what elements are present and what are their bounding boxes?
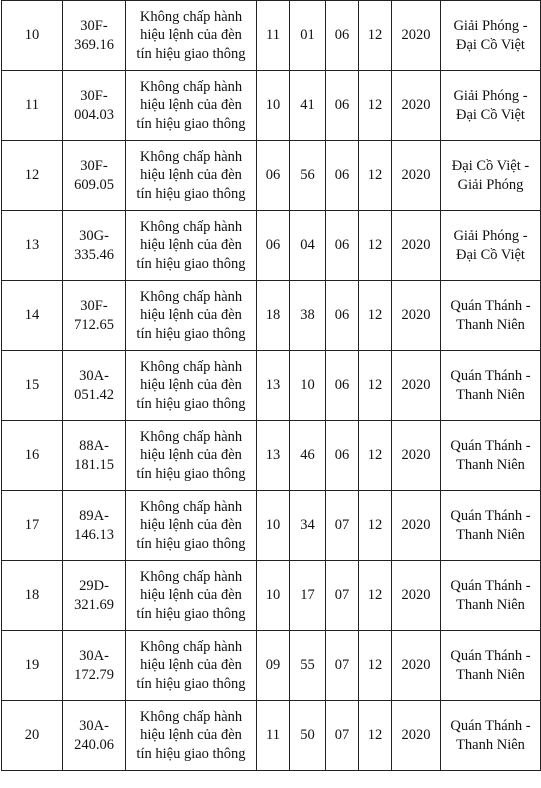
row-number: 18 [2,561,63,631]
text-line: tín hiệu giao thông [136,325,246,342]
violation-day: 06 [326,351,359,421]
license-plate [63,491,126,561]
violation-minute: 55 [290,631,326,701]
text-line: hiệu lệnh của đèn [140,657,242,674]
text-line: Quán Thánh - [450,508,531,524]
license-plate [63,631,126,701]
violation-day: 07 [326,631,359,701]
violation-location [441,491,541,561]
violation-hour: 11 [257,701,290,771]
row-number: 19 [2,631,63,701]
text-line: 30A- [79,648,109,664]
text-line: 30F- [80,18,108,34]
text-line: Đại Cồ Việt [456,106,525,123]
violation-minute: 46 [290,421,326,491]
violation-location [441,631,541,701]
text-line: hiệu lệnh của đèn [140,587,242,604]
text-line: 181.15 [74,456,114,473]
table-row [2,71,541,141]
license-plate [63,421,126,491]
license-plate [63,351,126,421]
violation-description [126,561,257,631]
violation-year: 2020 [392,561,441,631]
text-line: Không chấp hành [139,148,243,165]
license-plate [63,1,126,71]
row-number: 16 [2,421,63,491]
violation-year: 2020 [392,71,441,141]
license-plate [63,561,126,631]
license-plate [63,71,126,141]
violation-hour: 06 [257,141,290,211]
text-line: 051.42 [74,386,114,403]
row-number: 17 [2,491,63,561]
violation-location [441,421,541,491]
violation-minute: 38 [290,281,326,351]
text-line: 88A- [79,438,109,454]
text-line: Giải Phóng - [453,88,528,104]
text-line: Đại Cồ Việt [456,36,525,53]
text-line: Không chấp hành [139,568,243,585]
text-line: Không chấp hành [139,78,243,95]
violation-hour: 13 [257,421,290,491]
violation-description [126,351,257,421]
text-line: Không chấp hành [139,498,243,515]
violation-location [441,561,541,631]
violation-day: 06 [326,71,359,141]
violation-hour: 10 [257,491,290,561]
table-row [2,141,541,211]
text-line: 712.65 [74,316,114,333]
violation-minute: 41 [290,71,326,141]
violation-description [126,1,257,71]
violation-day: 06 [326,141,359,211]
violation-location [441,351,541,421]
table-row [2,281,541,351]
text-line: Giải Phóng - [453,228,528,244]
violation-minute: 34 [290,491,326,561]
violation-location [441,1,541,71]
violation-minute: 17 [290,561,326,631]
table-row [2,491,541,561]
text-line: Quán Thánh - [450,368,531,384]
row-number: 14 [2,281,63,351]
text-line: tín hiệu giao thông [136,745,246,762]
text-line: 30G- [79,228,109,244]
table-row [2,421,541,491]
violation-year: 2020 [392,281,441,351]
text-line: tín hiệu giao thông [136,675,246,692]
table-row [2,631,541,701]
violation-year: 2020 [392,491,441,561]
violation-day: 06 [326,421,359,491]
text-line: hiệu lệnh của đèn [140,307,242,324]
violation-hour: 13 [257,351,290,421]
text-line: tín hiệu giao thông [136,185,246,202]
text-line: Đại Cồ Việt [456,246,525,263]
text-line: Quán Thánh - [450,438,531,454]
text-line: Quán Thánh - [450,298,531,314]
text-line: tín hiệu giao thông [136,45,246,62]
row-number: 11 [2,71,63,141]
text-line: tín hiệu giao thông [136,605,246,622]
violation-minute: 50 [290,701,326,771]
row-number: 10 [2,1,63,71]
violation-hour: 10 [257,71,290,141]
text-line: 146.13 [74,526,114,543]
violation-day: 06 [326,211,359,281]
violation-minute: 04 [290,211,326,281]
violation-hour: 06 [257,211,290,281]
violation-month: 12 [359,701,392,771]
violation-year: 2020 [392,141,441,211]
text-line: tín hiệu giao thông [136,465,246,482]
row-number: 15 [2,351,63,421]
table-row [2,561,541,631]
violation-minute: 10 [290,351,326,421]
table-row [2,701,541,771]
text-line: Thanh Niên [456,386,525,403]
license-plate [63,211,126,281]
violation-minute: 56 [290,141,326,211]
text-line: Quán Thánh - [450,648,531,664]
violation-location [441,701,541,771]
violation-day: 07 [326,701,359,771]
text-line: Không chấp hành [139,288,243,305]
violation-location [441,211,541,281]
text-line: Không chấp hành [139,638,243,655]
license-plate [63,701,126,771]
row-number: 12 [2,141,63,211]
text-line: Quán Thánh - [450,718,531,734]
text-line: 89A- [79,508,109,524]
violation-month: 12 [359,281,392,351]
text-line: 004.03 [74,106,114,123]
violation-description [126,141,257,211]
violation-month: 12 [359,71,392,141]
violation-month: 12 [359,631,392,701]
text-line: 609.05 [74,176,114,193]
text-line: Không chấp hành [139,708,243,725]
row-number: 20 [2,701,63,771]
violation-hour: 11 [257,1,290,71]
violation-day: 06 [326,281,359,351]
violation-minute: 01 [290,1,326,71]
violation-description [126,701,257,771]
text-line: tín hiệu giao thông [136,115,246,132]
violation-day: 06 [326,1,359,71]
text-line: hiệu lệnh của đèn [140,167,242,184]
violation-description [126,211,257,281]
text-line: Đại Cồ Việt - [451,158,530,174]
text-line: hiệu lệnh của đèn [140,447,242,464]
table-row [2,211,541,281]
violation-year: 2020 [392,351,441,421]
violation-year: 2020 [392,701,441,771]
violation-description [126,421,257,491]
text-line: 321.69 [74,596,114,613]
text-line: Thanh Niên [456,526,525,543]
violation-year: 2020 [392,421,441,491]
text-line: tín hiệu giao thông [136,395,246,412]
violation-hour: 18 [257,281,290,351]
text-line: hiệu lệnh của đèn [140,97,242,114]
text-line: Quán Thánh - [450,578,531,594]
violation-year: 2020 [392,211,441,281]
text-line: tín hiệu giao thông [136,255,246,272]
violation-month: 12 [359,491,392,561]
text-line: 30F- [80,88,108,104]
text-line: Thanh Niên [456,736,525,753]
violation-description [126,631,257,701]
text-line: 29D- [79,578,109,594]
violation-location [441,141,541,211]
text-line: Giải Phóng - [453,18,528,34]
text-line: hiệu lệnh của đèn [140,727,242,744]
license-plate [63,141,126,211]
table-row [2,351,541,421]
violation-description [126,491,257,561]
violation-location [441,281,541,351]
text-line: 240.06 [74,736,114,753]
table-row [2,1,541,71]
text-line: Thanh Niên [456,666,525,683]
text-line: Không chấp hành [139,8,243,25]
violation-description [126,71,257,141]
violation-year: 2020 [392,1,441,71]
text-line: hiệu lệnh của đèn [140,517,242,534]
violation-month: 12 [359,351,392,421]
text-line: 30A- [79,368,109,384]
violation-hour: 10 [257,561,290,631]
license-plate [63,281,126,351]
text-line: Thanh Niên [456,316,525,333]
violation-day: 07 [326,561,359,631]
violation-hour: 09 [257,631,290,701]
violation-description [126,281,257,351]
text-line: 335.46 [74,246,114,263]
text-line: Không chấp hành [139,358,243,375]
text-line: 30F- [80,158,108,174]
text-line: 369.16 [74,36,114,53]
text-line: hiệu lệnh của đèn [140,237,242,254]
violation-month: 12 [359,141,392,211]
violation-month: 12 [359,211,392,281]
violation-year: 2020 [392,631,441,701]
violation-month: 12 [359,561,392,631]
text-line: hiệu lệnh của đèn [140,377,242,394]
text-line: Không chấp hành [139,428,243,445]
text-line: hiệu lệnh của đèn [140,27,242,44]
text-line: Thanh Niên [456,456,525,473]
violation-month: 12 [359,1,392,71]
text-line: 30F- [80,298,108,314]
violation-month: 12 [359,421,392,491]
text-line: 172.79 [74,666,114,683]
row-number: 13 [2,211,63,281]
violation-day: 07 [326,491,359,561]
text-line: Thanh Niên [456,596,525,613]
text-line: Giải Phóng [457,176,524,193]
violations-table [1,0,541,771]
text-line: 30A- [79,718,109,734]
text-line: tín hiệu giao thông [136,535,246,552]
violation-location [441,71,541,141]
text-line: Không chấp hành [139,218,243,235]
